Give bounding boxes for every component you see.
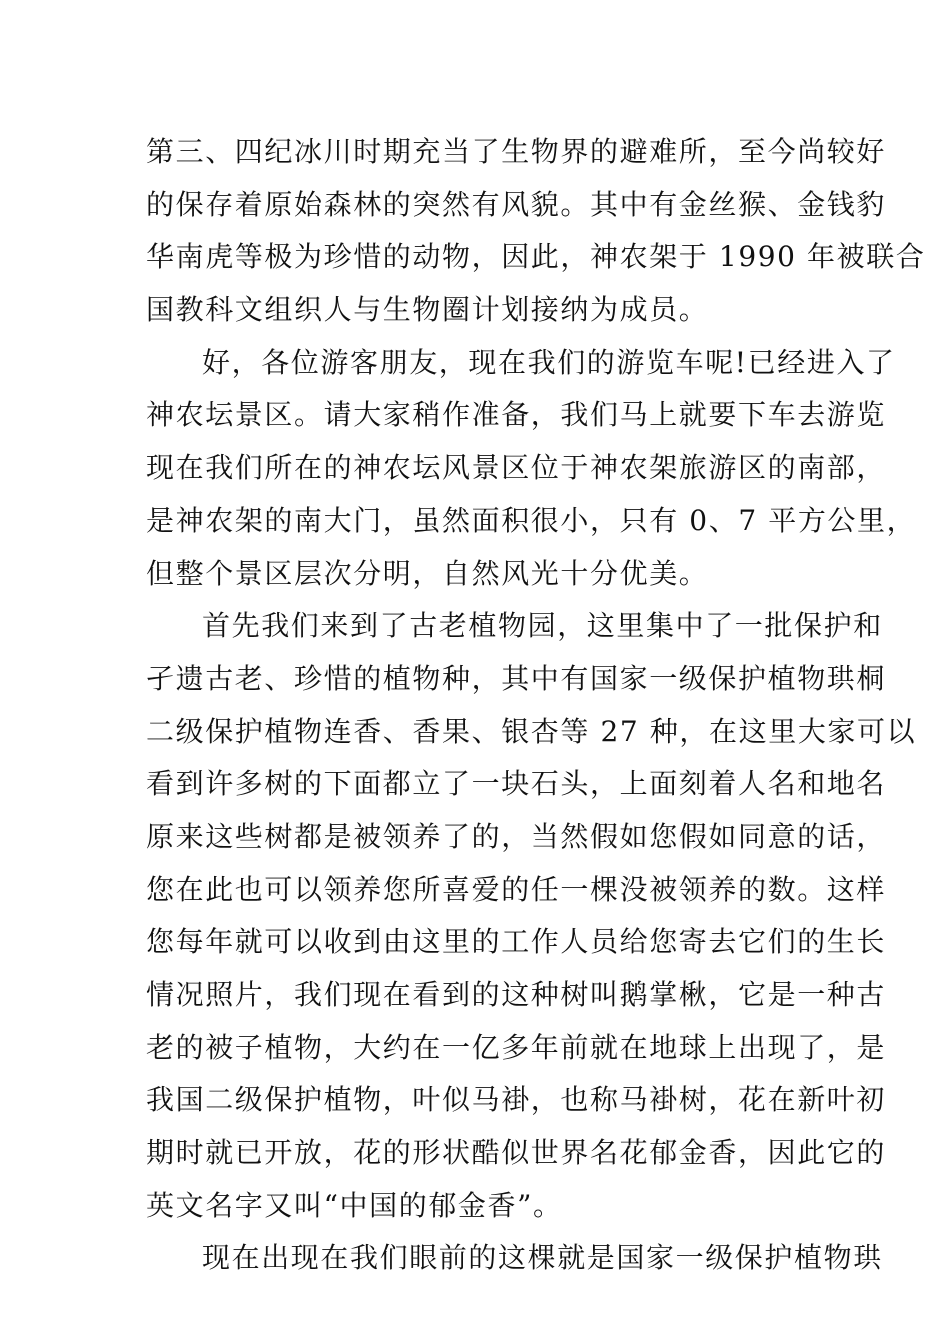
text-line: 情况照片，我们现在看到的这种树叫鹅掌楸，它是一种古: [146, 978, 887, 1011]
text-line: 的保存着原始森林的突然有风貌。其中有金丝猴、金钱豹: [146, 187, 887, 221]
text-line: 英文名字又叫“中国的郁金香”。: [146, 1188, 563, 1222]
text-line: 第三、四纪冰川时期充当了生物界的避难所，至今尚较好: [146, 135, 887, 168]
text-line: 二级保护植物连香、香果、银杏等 27 种，在这里大家可以: [146, 714, 917, 748]
text-line: 现在出现在我们眼前的这棵就是国家一级保护植物珙: [202, 1241, 883, 1275]
text-line: 国教科文组织人与生物圈计划接纳为成员。: [146, 293, 709, 327]
text-line: 您在此也可以领养您所喜爱的任一棵没被领养的数。这样: [146, 872, 887, 906]
text-line: 孑遗古老、珍惜的植物种，其中有国家一级保护植物珙桐: [146, 661, 887, 695]
text-line: 我国二级保护植物，叶似马褂，也称马褂树，花在新叶初: [146, 1083, 887, 1117]
text-line: 好，各位游客朋友，现在我们的游览车呢!已经进入了: [202, 345, 896, 379]
text-line: 您每年就可以收到由这里的工作人员给您寄去它们的生长: [146, 925, 887, 959]
body-text: [146, 126, 926, 1285]
text-line: 原来这些树都是被领养了的，当然假如您假如同意的话，: [146, 819, 887, 853]
text-line: 是神农架的南大门，虽然面积很小，只有 0、7 平方公里，: [146, 503, 917, 537]
text-line: 神农坛景区。请大家稍作准备，我们马上就要下车去游览: [146, 398, 887, 432]
text-line: 老的被子植物，大约在一亿多年前就在地球上出现了，是: [146, 1030, 887, 1064]
text-line: 期时就已开放，花的形状酷似世界名花郁金香，因此它的: [146, 1136, 887, 1170]
text-line: 看到许多树的下面都立了一块石头，上面刻着人名和地名: [146, 767, 887, 801]
text-line: 首先我们来到了古老植物园，这里集中了一批保护和: [202, 609, 883, 643]
text-line: 华南虎等极为珍惜的动物，因此，神农架于 1990 年被联合: [146, 240, 926, 274]
text-line: 现在我们所在的神农坛风景区位于神农架旅游区的南部，: [146, 451, 887, 485]
text-line: 但整个景区层次分明，自然风光十分优美。: [146, 556, 709, 590]
